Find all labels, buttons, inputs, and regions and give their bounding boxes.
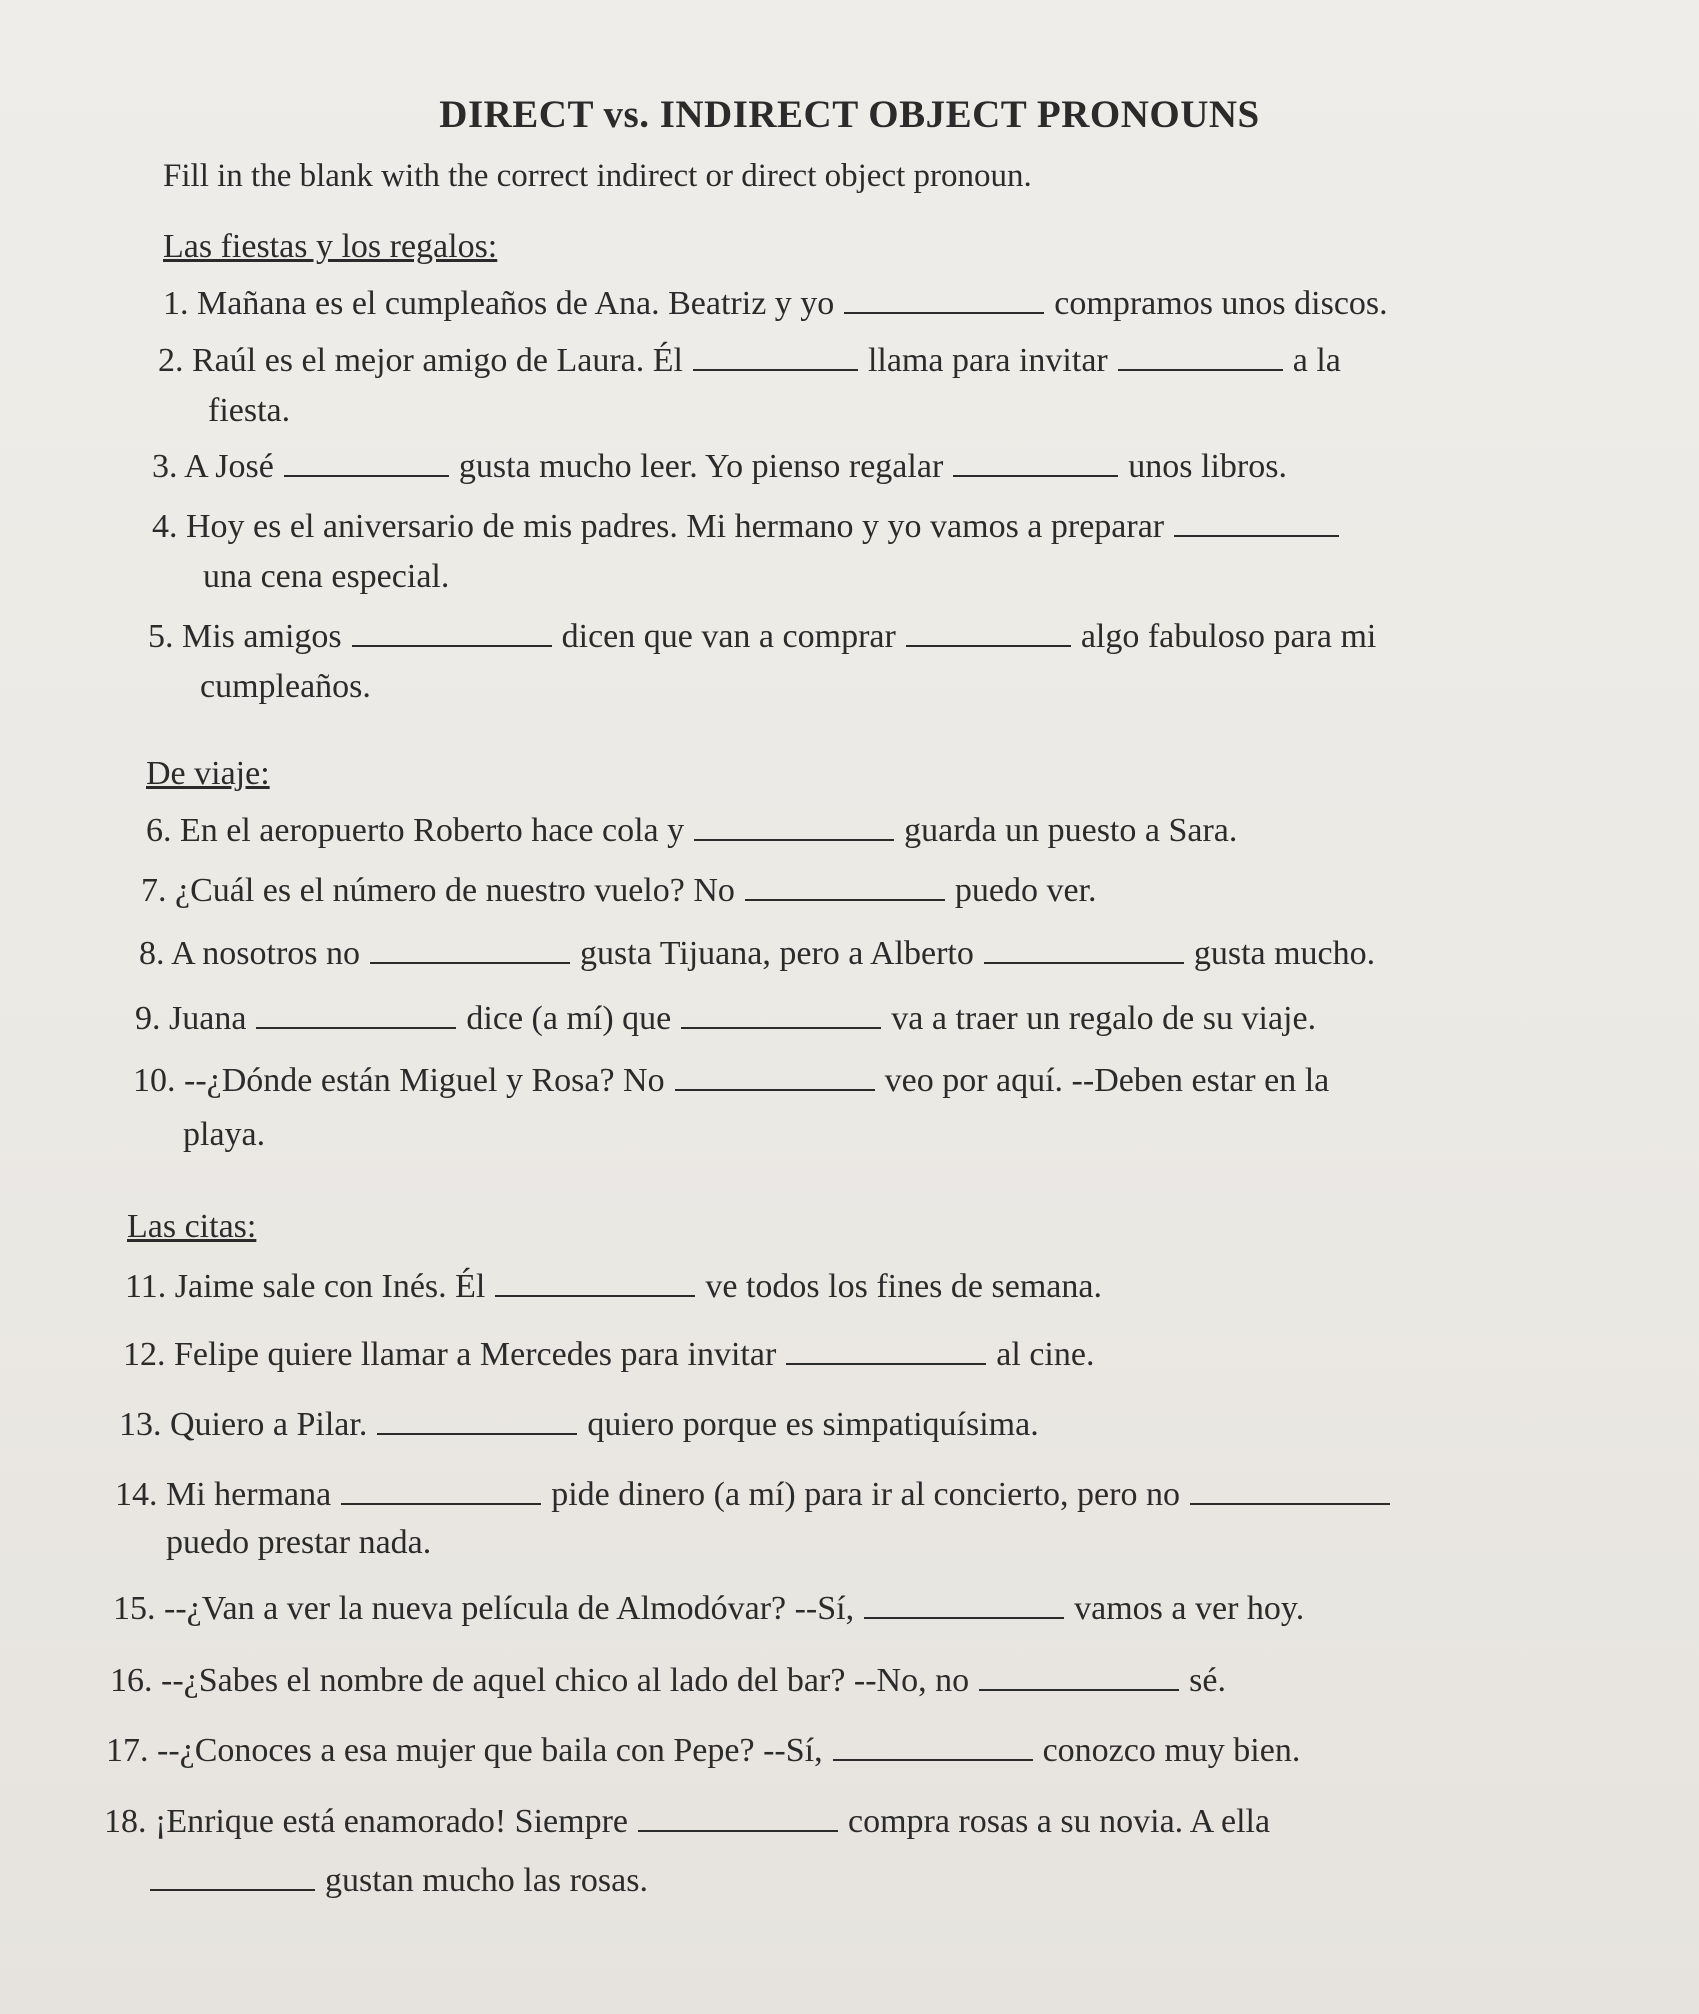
item-text: ¡Enrique está enamorado! Siempre [155, 1803, 628, 1840]
item-text: Quiero a Pilar. [170, 1406, 368, 1443]
item-text: va a traer un regalo de su viaje. [891, 1000, 1317, 1037]
item-13 [119, 1406, 1039, 1444]
item-15 [113, 1590, 1304, 1628]
item-text: quiero porque es simpatiquísima. [587, 1406, 1039, 1443]
item-number: 13. [119, 1406, 162, 1443]
item-text: Felipe quiere llamar a Mercedes para invitar [174, 1336, 777, 1373]
answer-blank[interactable] [377, 1407, 577, 1435]
item-text: vamos a ver hoy. [1074, 1590, 1305, 1627]
page-title: DIRECT vs. INDIRECT OBJECT PRONOUNS [439, 93, 1260, 136]
section-heading-citas: Las citas: [127, 1208, 257, 1245]
item-16 [110, 1662, 1226, 1700]
item-11 [125, 1268, 1102, 1306]
item-10-continuation: playa. [183, 1116, 266, 1153]
item-2-continuation: fiesta. [208, 392, 291, 429]
answer-blank[interactable] [1118, 343, 1283, 371]
item-14-continuation: puedo prestar nada. [166, 1524, 432, 1561]
item-number: 12. [123, 1336, 166, 1373]
item-2 [158, 342, 1341, 380]
item-number: 17. [106, 1732, 149, 1769]
item-text: conozco muy bien. [1042, 1732, 1301, 1769]
item-5 [148, 618, 1376, 656]
item-number: 6. [146, 812, 172, 849]
answer-blank[interactable] [638, 1804, 838, 1832]
item-text: A José [184, 448, 274, 485]
item-18-continuation [150, 1862, 648, 1900]
item-text: gusta mucho leer. Yo pienso regalar [458, 448, 944, 485]
answer-blank[interactable] [256, 1001, 456, 1029]
item-8 [139, 935, 1375, 973]
answer-blank[interactable] [681, 1001, 881, 1029]
answer-blank[interactable] [786, 1337, 986, 1365]
item-text: compramos unos discos. [1054, 285, 1388, 322]
item-text: --¿Sabes el nombre de aquel chico al lado del bar? --No, no [161, 1662, 970, 1699]
section-heading-viaje: De viaje: [146, 755, 270, 792]
item-text: gusta mucho. [1193, 935, 1376, 972]
item-text: Juana [169, 1000, 247, 1037]
item-text: al cine. [996, 1336, 1095, 1373]
item-number: 4. [152, 508, 178, 545]
item-text: compra rosas a su novia. A ella [847, 1803, 1271, 1840]
item-text: A nosotros no [171, 935, 361, 972]
answer-blank[interactable] [352, 619, 552, 647]
item-text: dicen que van a comprar [561, 618, 896, 655]
answer-blank[interactable] [984, 936, 1184, 964]
item-text: ve todos los fines de semana. [705, 1268, 1102, 1305]
answer-blank[interactable] [864, 1591, 1064, 1619]
item-1 [163, 285, 1388, 323]
item-number: 16. [110, 1662, 153, 1699]
item-3 [152, 448, 1287, 486]
answer-blank[interactable] [1190, 1477, 1390, 1505]
item-number: 15. [113, 1590, 156, 1627]
item-text: En el aeropuerto Roberto hace cola y [180, 812, 685, 849]
item-text: algo fabuloso para mi [1080, 618, 1377, 655]
answer-blank[interactable] [694, 813, 894, 841]
item-4 [152, 508, 1349, 546]
item-text: gustan mucho las rosas. [325, 1862, 648, 1899]
answer-blank[interactable] [284, 449, 449, 477]
item-text: --¿Conoces a esa mujer que baila con Pepe? --Sí, [157, 1732, 823, 1769]
item-number: 9. [135, 1000, 161, 1037]
item-text: veo por aquí. --Deben estar en la [884, 1062, 1330, 1099]
item-text: Mi hermana [166, 1476, 332, 1513]
item-text: llama para invitar [867, 342, 1108, 379]
answer-blank[interactable] [953, 449, 1118, 477]
item-text: Raúl es el mejor amigo de Laura. Él [192, 342, 683, 379]
answer-blank[interactable] [1174, 509, 1339, 537]
item-text: Jaime sale con Inés. Él [174, 1268, 486, 1305]
item-number: 3. [152, 448, 178, 485]
item-18 [104, 1803, 1270, 1841]
item-4-continuation: una cena especial. [203, 558, 450, 595]
item-10 [133, 1062, 1329, 1100]
item-number: 14. [115, 1476, 158, 1513]
item-text: Mañana es el cumpleaños de Ana. Beatriz y yo [197, 285, 835, 322]
item-text: Hoy es el aniversario de mis padres. Mi hermano y yo vamos a preparar [186, 508, 1165, 545]
item-text: a la [1292, 342, 1341, 379]
item-text: Mis amigos [182, 618, 342, 655]
answer-blank[interactable] [833, 1733, 1033, 1761]
answer-blank[interactable] [495, 1269, 695, 1297]
answer-blank[interactable] [341, 1477, 541, 1505]
item-text: pide dinero (a mí) para ir al concierto, pero no [551, 1476, 1180, 1513]
item-9 [135, 1000, 1316, 1038]
section-heading-fiestas: Las fiestas y los regalos: [163, 228, 498, 265]
item-text: unos libros. [1128, 448, 1287, 485]
item-12 [123, 1336, 1094, 1374]
instructions: Fill in the blank with the correct indirect or direct object pronoun. [163, 158, 1032, 194]
item-text: sé. [1189, 1662, 1226, 1699]
item-6 [146, 812, 1237, 850]
item-number: 8. [139, 935, 165, 972]
answer-blank[interactable] [979, 1663, 1179, 1691]
item-text: --¿Van a ver la nueva película de Almodóvar? --Sí, [164, 1590, 855, 1627]
answer-blank[interactable] [844, 286, 1044, 314]
item-17 [106, 1732, 1300, 1770]
item-number: 10. [133, 1062, 176, 1099]
item-text: --¿Dónde están Miguel y Rosa? No [184, 1062, 665, 1099]
item-14 [115, 1476, 1400, 1514]
item-text: guarda un puesto a Sara. [904, 812, 1238, 849]
item-7 [141, 872, 1097, 910]
item-number: 1. [163, 285, 189, 322]
item-5-continuation: cumpleaños. [200, 668, 371, 705]
item-text: gusta Tijuana, pero a Alberto [580, 935, 974, 972]
answer-blank[interactable] [745, 873, 945, 901]
answer-blank[interactable] [906, 619, 1071, 647]
answer-blank[interactable] [150, 1863, 315, 1891]
item-number: 11. [125, 1268, 167, 1305]
item-text: dice (a mí) que [466, 1000, 672, 1037]
item-number: 18. [104, 1803, 147, 1840]
answer-blank[interactable] [693, 343, 858, 371]
item-number: 5. [148, 618, 174, 655]
answer-blank[interactable] [675, 1063, 875, 1091]
item-text: ¿Cuál es el número de nuestro vuelo? No [175, 872, 735, 909]
item-number: 2. [158, 342, 184, 379]
answer-blank[interactable] [370, 936, 570, 964]
item-number: 7. [141, 872, 167, 909]
item-text: puedo ver. [954, 872, 1097, 909]
